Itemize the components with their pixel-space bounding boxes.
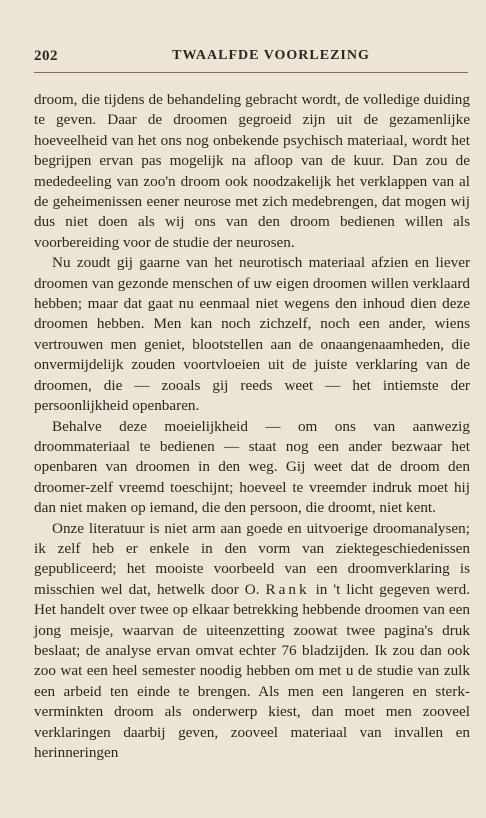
running-head: TWAALFDE VOORLEZING: [172, 48, 370, 63]
author-name-rank: Rank: [265, 580, 310, 598]
paragraph-3: Behalve deze moeielijkheid — om ons van aanwezig droommateriaal te bedienen — staat nog een ander bezwaar het openbaren van droomen in den weg. Gij weet dat de droom den droomer-zelf vreemd toeschijnt; hoeveel te vreemder indruk moet hij dan niet maken op iemand, die den persoon, die droomt, niet kent.: [34, 417, 470, 517]
header-rule: [34, 72, 468, 73]
page-header: [34, 48, 468, 68]
paragraph-4: [34, 519, 470, 764]
paragraph-1: droom, die tijdens de behandeling gebracht wordt, de volledige duiding te geven. Daar de droomen gegroeid zijn uit de gezamenlijke hoeveelheid van het ons nog onbekende psychisch materiaal, wordt het begrijpen ervan pas mogelijk na afloop van de kuur. Dan zou de mededeeling van zoo'n droom ook noodzakelijk het verklappen van al de geheimenissen eener neurose met zich medebrengen, dat mogen wij dus niet doen als wij ons van den droom bedienen willen als voorbereiding voor de studie der neurosen.: [34, 91, 470, 251]
paragraph-2: Nu zoudt gij gaarne van het neurotisch materiaal afzien en liever droomen van gezonde menschen of uw eigen droomen willen verklaard hebben; maar dat gaat nu eenmaal niet wegens den inhoud dien deze droomen hebben. Men kan noch zichzelf, noch een ander, wiens vertrouwen men geniet, blootstellen aan de onaangenaamheden, die onvermijdelijk zouden voortvloeien uit de juiste verklaring van de droomen, die — zooals gij reeds weet — het intiemste der persoonlijkheid openbaren.: [34, 254, 470, 415]
body-text: [34, 90, 470, 763]
paragraph-4-part-1: Onze literatuur is niet arm aan goede en uitvoerige droomanalysen; ik zelf heb er enkele in den vorm van ziektegeschiedenissen gepubliceerd; het mooiste voorbeeld van een droomverklaring is misschien wel dat, hetwelk door O.: [34, 519, 470, 598]
page-number: 202: [34, 48, 58, 64]
paragraph-4-part-2: in 't licht gegeven werd. Het handelt over twee op elkaar betrekking hebbende droomen van een jong meisje, waarvan de uiteenzetting zoowat twee pagina's druk beslaat; de analyse ervan omvat echter 76 bladzijden. Ik zou dan ook zoo wat een heel semester noodig hebben om met u de studie van zulk een arbeid ten einde te brengen. Als men een langeren en sterk-verminkten droom als onderwerp kiest, dan moet men zooveel verklaringen daarbij geven, zooveel materiaal van invallen en herinneringen: [34, 580, 470, 761]
